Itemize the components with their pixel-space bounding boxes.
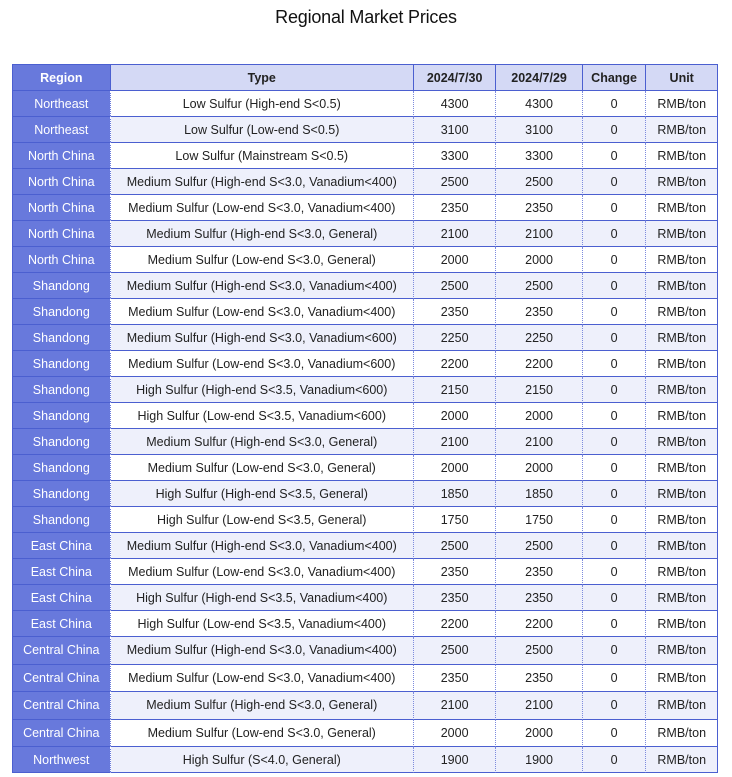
cell-change: 0 [583, 299, 647, 325]
cell-type: Medium Sulfur (Low-end S<3.0, Vanadium<400) [111, 559, 414, 585]
cell-change: 0 [583, 559, 647, 585]
header-date-2: 2024/7/29 [496, 65, 582, 91]
cell-change: 0 [583, 221, 647, 247]
header-unit: Unit [646, 65, 718, 91]
cell-type: Medium Sulfur (High-end S<3.0, Vanadium<400) [111, 637, 414, 665]
cell-region: Shandong [13, 403, 111, 429]
cell-type: High Sulfur (Low-end S<3.5, Vanadium<400) [111, 611, 414, 637]
cell-region: Central China [13, 692, 111, 720]
cell-region: North China [13, 169, 111, 195]
table-row [13, 692, 718, 720]
cell-change: 0 [583, 533, 647, 559]
cell-price-date-2: 2350 [496, 559, 582, 585]
cell-change: 0 [583, 273, 647, 299]
cell-price-date-2: 2350 [496, 299, 582, 325]
cell-price-date-1: 2100 [414, 429, 496, 455]
table-row [13, 637, 718, 665]
cell-region: Shandong [13, 351, 111, 377]
table-row [13, 665, 718, 693]
cell-price-date-2: 1900 [496, 747, 582, 773]
cell-type: Low Sulfur (High-end S<0.5) [111, 91, 414, 117]
cell-price-date-2: 1750 [496, 507, 582, 533]
cell-region: Shandong [13, 377, 111, 403]
header-date-1: 2024/7/30 [414, 65, 496, 91]
cell-price-date-2: 2000 [496, 720, 582, 748]
cell-unit: RMB/ton [646, 585, 718, 611]
cell-price-date-2: 2000 [496, 403, 582, 429]
cell-change: 0 [583, 195, 647, 221]
cell-unit: RMB/ton [646, 720, 718, 748]
cell-region: Northwest [13, 747, 111, 773]
table-row [13, 377, 718, 403]
cell-type: Medium Sulfur (Low-end S<3.0, Vanadium<600) [111, 351, 414, 377]
table-row [13, 720, 718, 748]
cell-change: 0 [583, 507, 647, 533]
cell-price-date-1: 3100 [414, 117, 496, 143]
cell-type: High Sulfur (High-end S<3.5, General) [111, 481, 414, 507]
cell-change: 0 [583, 377, 647, 403]
cell-region: Shandong [13, 273, 111, 299]
cell-price-date-1: 1750 [414, 507, 496, 533]
cell-price-date-1: 2000 [414, 403, 496, 429]
cell-change: 0 [583, 351, 647, 377]
cell-price-date-1: 2100 [414, 692, 496, 720]
cell-type: High Sulfur (Low-end S<3.5, Vanadium<600) [111, 403, 414, 429]
table-row [13, 403, 718, 429]
cell-unit: RMB/ton [646, 273, 718, 299]
cell-price-date-1: 1850 [414, 481, 496, 507]
cell-price-date-2: 2000 [496, 247, 582, 273]
cell-type: Medium Sulfur (Low-end S<3.0, Vanadium<400) [111, 195, 414, 221]
table-row [13, 299, 718, 325]
cell-change: 0 [583, 747, 647, 773]
cell-price-date-2: 1850 [496, 481, 582, 507]
cell-change: 0 [583, 169, 647, 195]
cell-change: 0 [583, 665, 647, 693]
cell-unit: RMB/ton [646, 143, 718, 169]
cell-change: 0 [583, 481, 647, 507]
cell-region: East China [13, 533, 111, 559]
cell-change: 0 [583, 611, 647, 637]
table-row [13, 429, 718, 455]
cell-type: Medium Sulfur (High-end S<3.0, General) [111, 429, 414, 455]
cell-unit: RMB/ton [646, 559, 718, 585]
cell-region: Shandong [13, 507, 111, 533]
table-row [13, 325, 718, 351]
cell-price-date-1: 2200 [414, 611, 496, 637]
cell-region: Shandong [13, 455, 111, 481]
cell-change: 0 [583, 403, 647, 429]
table-header-row [13, 65, 718, 91]
cell-region: East China [13, 559, 111, 585]
cell-type: High Sulfur (Low-end S<3.5, General) [111, 507, 414, 533]
cell-unit: RMB/ton [646, 507, 718, 533]
cell-price-date-2: 2350 [496, 665, 582, 693]
cell-price-date-2: 2150 [496, 377, 582, 403]
cell-type: Medium Sulfur (Low-end S<3.0, General) [111, 720, 414, 748]
cell-price-date-1: 1900 [414, 747, 496, 773]
cell-unit: RMB/ton [646, 429, 718, 455]
table-row [13, 455, 718, 481]
cell-price-date-1: 2500 [414, 273, 496, 299]
cell-price-date-1: 2500 [414, 169, 496, 195]
cell-price-date-1: 2150 [414, 377, 496, 403]
cell-type: High Sulfur (S<4.0, General) [111, 747, 414, 773]
cell-region: North China [13, 221, 111, 247]
cell-unit: RMB/ton [646, 221, 718, 247]
cell-type: Medium Sulfur (Low-end S<3.0, Vanadium<400) [111, 665, 414, 693]
cell-price-date-1: 2350 [414, 559, 496, 585]
cell-price-date-1: 4300 [414, 91, 496, 117]
cell-price-date-2: 3300 [496, 143, 582, 169]
cell-region: Shandong [13, 481, 111, 507]
cell-unit: RMB/ton [646, 637, 718, 665]
cell-change: 0 [583, 143, 647, 169]
cell-price-date-1: 2250 [414, 325, 496, 351]
cell-price-date-2: 2100 [496, 221, 582, 247]
table-row [13, 143, 718, 169]
table-row [13, 91, 718, 117]
cell-price-date-2: 2200 [496, 611, 582, 637]
cell-price-date-2: 2500 [496, 169, 582, 195]
cell-type: Medium Sulfur (High-end S<3.0, General) [111, 692, 414, 720]
cell-region: Central China [13, 637, 111, 665]
page-title: Regional Market Prices [275, 7, 457, 27]
cell-type: High Sulfur (High-end S<3.5, Vanadium<400) [111, 585, 414, 611]
cell-change: 0 [583, 91, 647, 117]
cell-unit: RMB/ton [646, 299, 718, 325]
cell-price-date-2: 2000 [496, 455, 582, 481]
cell-change: 0 [583, 325, 647, 351]
cell-unit: RMB/ton [646, 195, 718, 221]
cell-unit: RMB/ton [646, 351, 718, 377]
cell-region: Shandong [13, 299, 111, 325]
cell-price-date-1: 2500 [414, 637, 496, 665]
cell-region: North China [13, 143, 111, 169]
cell-price-date-1: 2000 [414, 247, 496, 273]
header-type: Type [111, 65, 414, 91]
table-row [13, 351, 718, 377]
cell-price-date-2: 2200 [496, 351, 582, 377]
cell-unit: RMB/ton [646, 117, 718, 143]
cell-unit: RMB/ton [646, 91, 718, 117]
cell-price-date-1: 2350 [414, 665, 496, 693]
cell-price-date-1: 2000 [414, 455, 496, 481]
cell-price-date-2: 3100 [496, 117, 582, 143]
table-row [13, 273, 718, 299]
table-row [13, 507, 718, 533]
cell-unit: RMB/ton [646, 377, 718, 403]
cell-price-date-1: 2200 [414, 351, 496, 377]
cell-region: East China [13, 585, 111, 611]
cell-type: Low Sulfur (Low-end S<0.5) [111, 117, 414, 143]
table-row [13, 247, 718, 273]
cell-type: Medium Sulfur (High-end S<3.0, Vanadium<400) [111, 533, 414, 559]
cell-region: Shandong [13, 429, 111, 455]
cell-unit: RMB/ton [646, 455, 718, 481]
table-row [13, 747, 718, 773]
table-row [13, 559, 718, 585]
cell-type: Low Sulfur (Mainstream S<0.5) [111, 143, 414, 169]
cell-price-date-2: 2350 [496, 195, 582, 221]
cell-change: 0 [583, 429, 647, 455]
cell-unit: RMB/ton [646, 611, 718, 637]
cell-price-date-1: 2350 [414, 299, 496, 325]
cell-price-date-2: 4300 [496, 91, 582, 117]
cell-region: East China [13, 611, 111, 637]
cell-region: Northeast [13, 117, 111, 143]
cell-region: Central China [13, 720, 111, 748]
cell-unit: RMB/ton [646, 533, 718, 559]
cell-type: Medium Sulfur (High-end S<3.0, Vanadium<400) [111, 169, 414, 195]
cell-price-date-2: 2250 [496, 325, 582, 351]
cell-unit: RMB/ton [646, 325, 718, 351]
table-row [13, 481, 718, 507]
cell-change: 0 [583, 247, 647, 273]
header-change: Change [583, 65, 647, 91]
cell-type: Medium Sulfur (Low-end S<3.0, Vanadium<400) [111, 299, 414, 325]
cell-price-date-1: 3300 [414, 143, 496, 169]
cell-price-date-2: 2500 [496, 637, 582, 665]
cell-type: Medium Sulfur (High-end S<3.0, Vanadium<400) [111, 273, 414, 299]
cell-change: 0 [583, 455, 647, 481]
cell-type: Medium Sulfur (High-end S<3.0, General) [111, 221, 414, 247]
price-table [12, 64, 718, 773]
header-region: Region [13, 65, 111, 91]
table-row [13, 533, 718, 559]
cell-unit: RMB/ton [646, 247, 718, 273]
cell-price-date-2: 2100 [496, 429, 582, 455]
cell-unit: RMB/ton [646, 481, 718, 507]
cell-unit: RMB/ton [646, 665, 718, 693]
cell-region: Shandong [13, 325, 111, 351]
table-row [13, 611, 718, 637]
table-row [13, 169, 718, 195]
cell-unit: RMB/ton [646, 403, 718, 429]
cell-region: Central China [13, 665, 111, 693]
cell-price-date-1: 2500 [414, 533, 496, 559]
table-body [13, 91, 718, 773]
cell-price-date-1: 2350 [414, 195, 496, 221]
cell-unit: RMB/ton [646, 169, 718, 195]
cell-price-date-1: 2350 [414, 585, 496, 611]
cell-type: Medium Sulfur (Low-end S<3.0, General) [111, 455, 414, 481]
cell-change: 0 [583, 720, 647, 748]
cell-type: Medium Sulfur (High-end S<3.0, Vanadium<600) [111, 325, 414, 351]
cell-region: North China [13, 247, 111, 273]
cell-change: 0 [583, 692, 647, 720]
cell-price-date-2: 2350 [496, 585, 582, 611]
cell-change: 0 [583, 585, 647, 611]
cell-unit: RMB/ton [646, 692, 718, 720]
cell-price-date-2: 2100 [496, 692, 582, 720]
cell-region: North China [13, 195, 111, 221]
cell-unit: RMB/ton [646, 747, 718, 773]
cell-type: High Sulfur (High-end S<3.5, Vanadium<600) [111, 377, 414, 403]
cell-price-date-1: 2100 [414, 221, 496, 247]
cell-price-date-2: 2500 [496, 273, 582, 299]
cell-type: Medium Sulfur (Low-end S<3.0, General) [111, 247, 414, 273]
cell-price-date-2: 2500 [496, 533, 582, 559]
table-row [13, 195, 718, 221]
cell-change: 0 [583, 637, 647, 665]
cell-region: Northeast [13, 91, 111, 117]
table-row [13, 221, 718, 247]
cell-change: 0 [583, 117, 647, 143]
table-row [13, 585, 718, 611]
table-row [13, 117, 718, 143]
cell-price-date-1: 2000 [414, 720, 496, 748]
